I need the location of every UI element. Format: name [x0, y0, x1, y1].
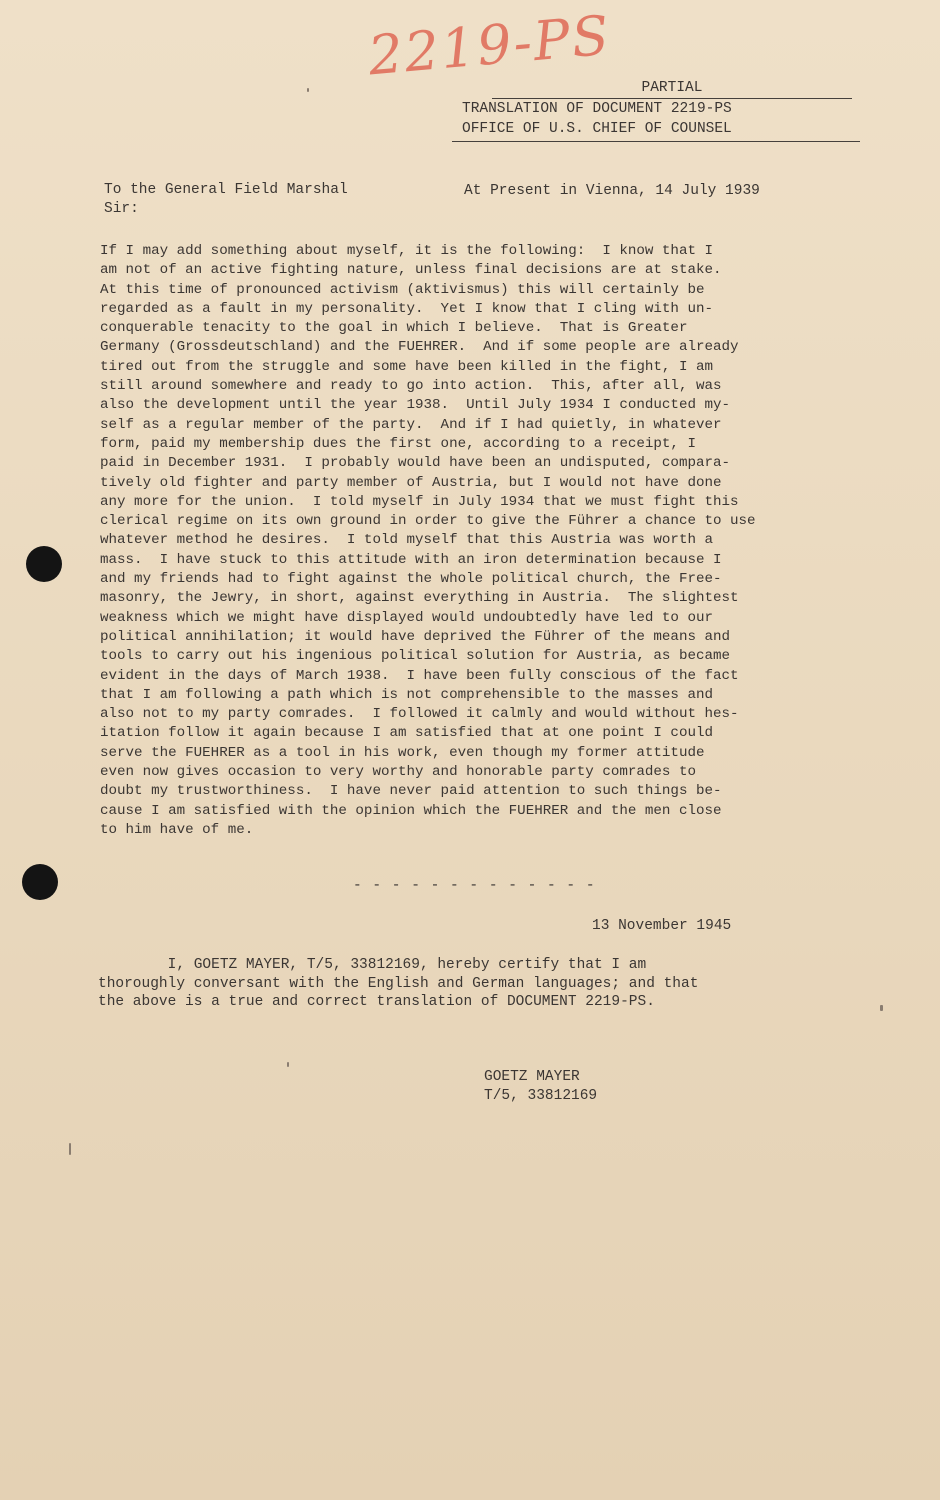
body-line: political annihilation; it would have deprived the Führer of the means and: [100, 628, 731, 645]
body-line: conquerable tenacity to the goal in which I believe. That is Greater: [100, 320, 688, 337]
body-line: mass. I have stuck to this attitude with an iron determination because I: [100, 551, 722, 568]
letter-body: [100, 242, 840, 840]
body-line: At this time of pronounced activism (aktivismus) this will certainly be: [100, 281, 705, 298]
body-line: Germany (Grossdeutschland) and the FUEHRER. And if some people are already: [100, 339, 739, 356]
punch-hole: [22, 864, 58, 900]
certification-line: thoroughly conversant with the English and German languages; and that: [98, 975, 699, 992]
body-line: tired out from the struggle and some have been killed in the fight, I am: [100, 358, 713, 375]
paper-speck: [69, 1143, 71, 1155]
body-line: clerical regime on its own ground in order to give the Führer a chance to use: [100, 513, 756, 530]
body-line: weakness which we might have displayed would undoubtedly have led to our: [100, 609, 713, 626]
body-line: any more for the union. I told myself in July 1934 that we must fight this: [100, 493, 739, 510]
body-line: masonry, the Jewry, in short, against everything in Austria. The slightest: [100, 590, 739, 607]
body-line: serve the FUEHRER as a tool in his work, even though my former attitude: [100, 744, 705, 761]
section-separator: - - - - - - - - - - - - -: [353, 878, 596, 894]
body-line: regarded as a fault in my personality. Yet I know that I cling with un-: [100, 300, 713, 317]
certification-line: I, GOETZ MAYER, T/5, 33812169, hereby certify that I am: [98, 957, 647, 973]
partial-label: PARTIAL: [492, 78, 852, 99]
body-line: still around somewhere and ready to go into action. This, after all, was: [100, 378, 722, 395]
translation-line: TRANSLATION OF DOCUMENT 2219-PS: [462, 101, 732, 117]
body-line: am not of an active fighting nature, unless final decisions are at stake.: [100, 262, 722, 279]
body-line: doubt my trustworthiness. I have never paid attention to such things be-: [100, 783, 722, 800]
body-line: also the development until the year 1938. Until July 1934 I conducted my-: [100, 397, 731, 414]
punch-hole: [26, 546, 62, 582]
salutation: [104, 181, 348, 219]
addressee: To the General Field Marshal: [104, 182, 348, 198]
certification-statement: [98, 956, 698, 1012]
body-line: itation follow it again because I am satisfied that at one point I could: [100, 725, 713, 742]
paper-speck: [880, 1005, 883, 1011]
body-line: cause I am satisfied with the opinion which the FUEHRER and the men close: [100, 802, 722, 819]
certification-date: 13 November 1945: [592, 918, 732, 934]
body-line: whatever method he desires. I told myself that this Austria was worth a: [100, 532, 713, 549]
body-line: that I am following a path which is not comprehensible to the masses and: [100, 686, 713, 703]
body-line: to him have of me.: [100, 821, 254, 838]
certification-line: the above is a true and correct translation of DOCUMENT 2219-PS.: [98, 994, 655, 1011]
paper-speck: [287, 1062, 289, 1067]
paper-speck: [307, 88, 309, 92]
body-line: evident in the days of March 1938. I have been fully conscious of the fact: [100, 667, 739, 684]
dateline: At Present in Vienna, 14 July 1939: [464, 183, 760, 199]
body-line: also not to my party comrades. I followed it calmly and would without hes-: [100, 706, 739, 723]
body-line: form, paid my membership dues the first one, according to a receipt, I: [100, 435, 696, 452]
body-line: paid in December 1931. I probably would have been an undisputed, compara-: [100, 455, 731, 472]
signature-id: T/5, 33812169: [484, 1088, 598, 1104]
office-line: OFFICE OF U.S. CHIEF OF COUNSEL: [452, 119, 860, 142]
body-line: even now gives occasion to very worthy and honorable party comrades to: [100, 764, 696, 781]
body-line: If I may add something about myself, it is the following: I know that I: [100, 243, 713, 259]
body-line: and my friends had to fight against the whole political church, the Free-: [100, 571, 722, 588]
document-header: [452, 78, 860, 142]
body-line: self as a regular member of the party. And if I had quietly, in whatever: [100, 416, 722, 433]
body-line: tively old fighter and party member of Austria, but I would not have done: [100, 474, 722, 491]
body-line: tools to carry out his ingenious political solution for Austria, as became: [100, 648, 731, 665]
signature-block: [484, 1068, 597, 1106]
handwritten-document-number: 2219-PS: [365, 3, 614, 88]
greeting: Sir:: [104, 201, 139, 217]
signature-name: GOETZ MAYER: [484, 1069, 580, 1085]
